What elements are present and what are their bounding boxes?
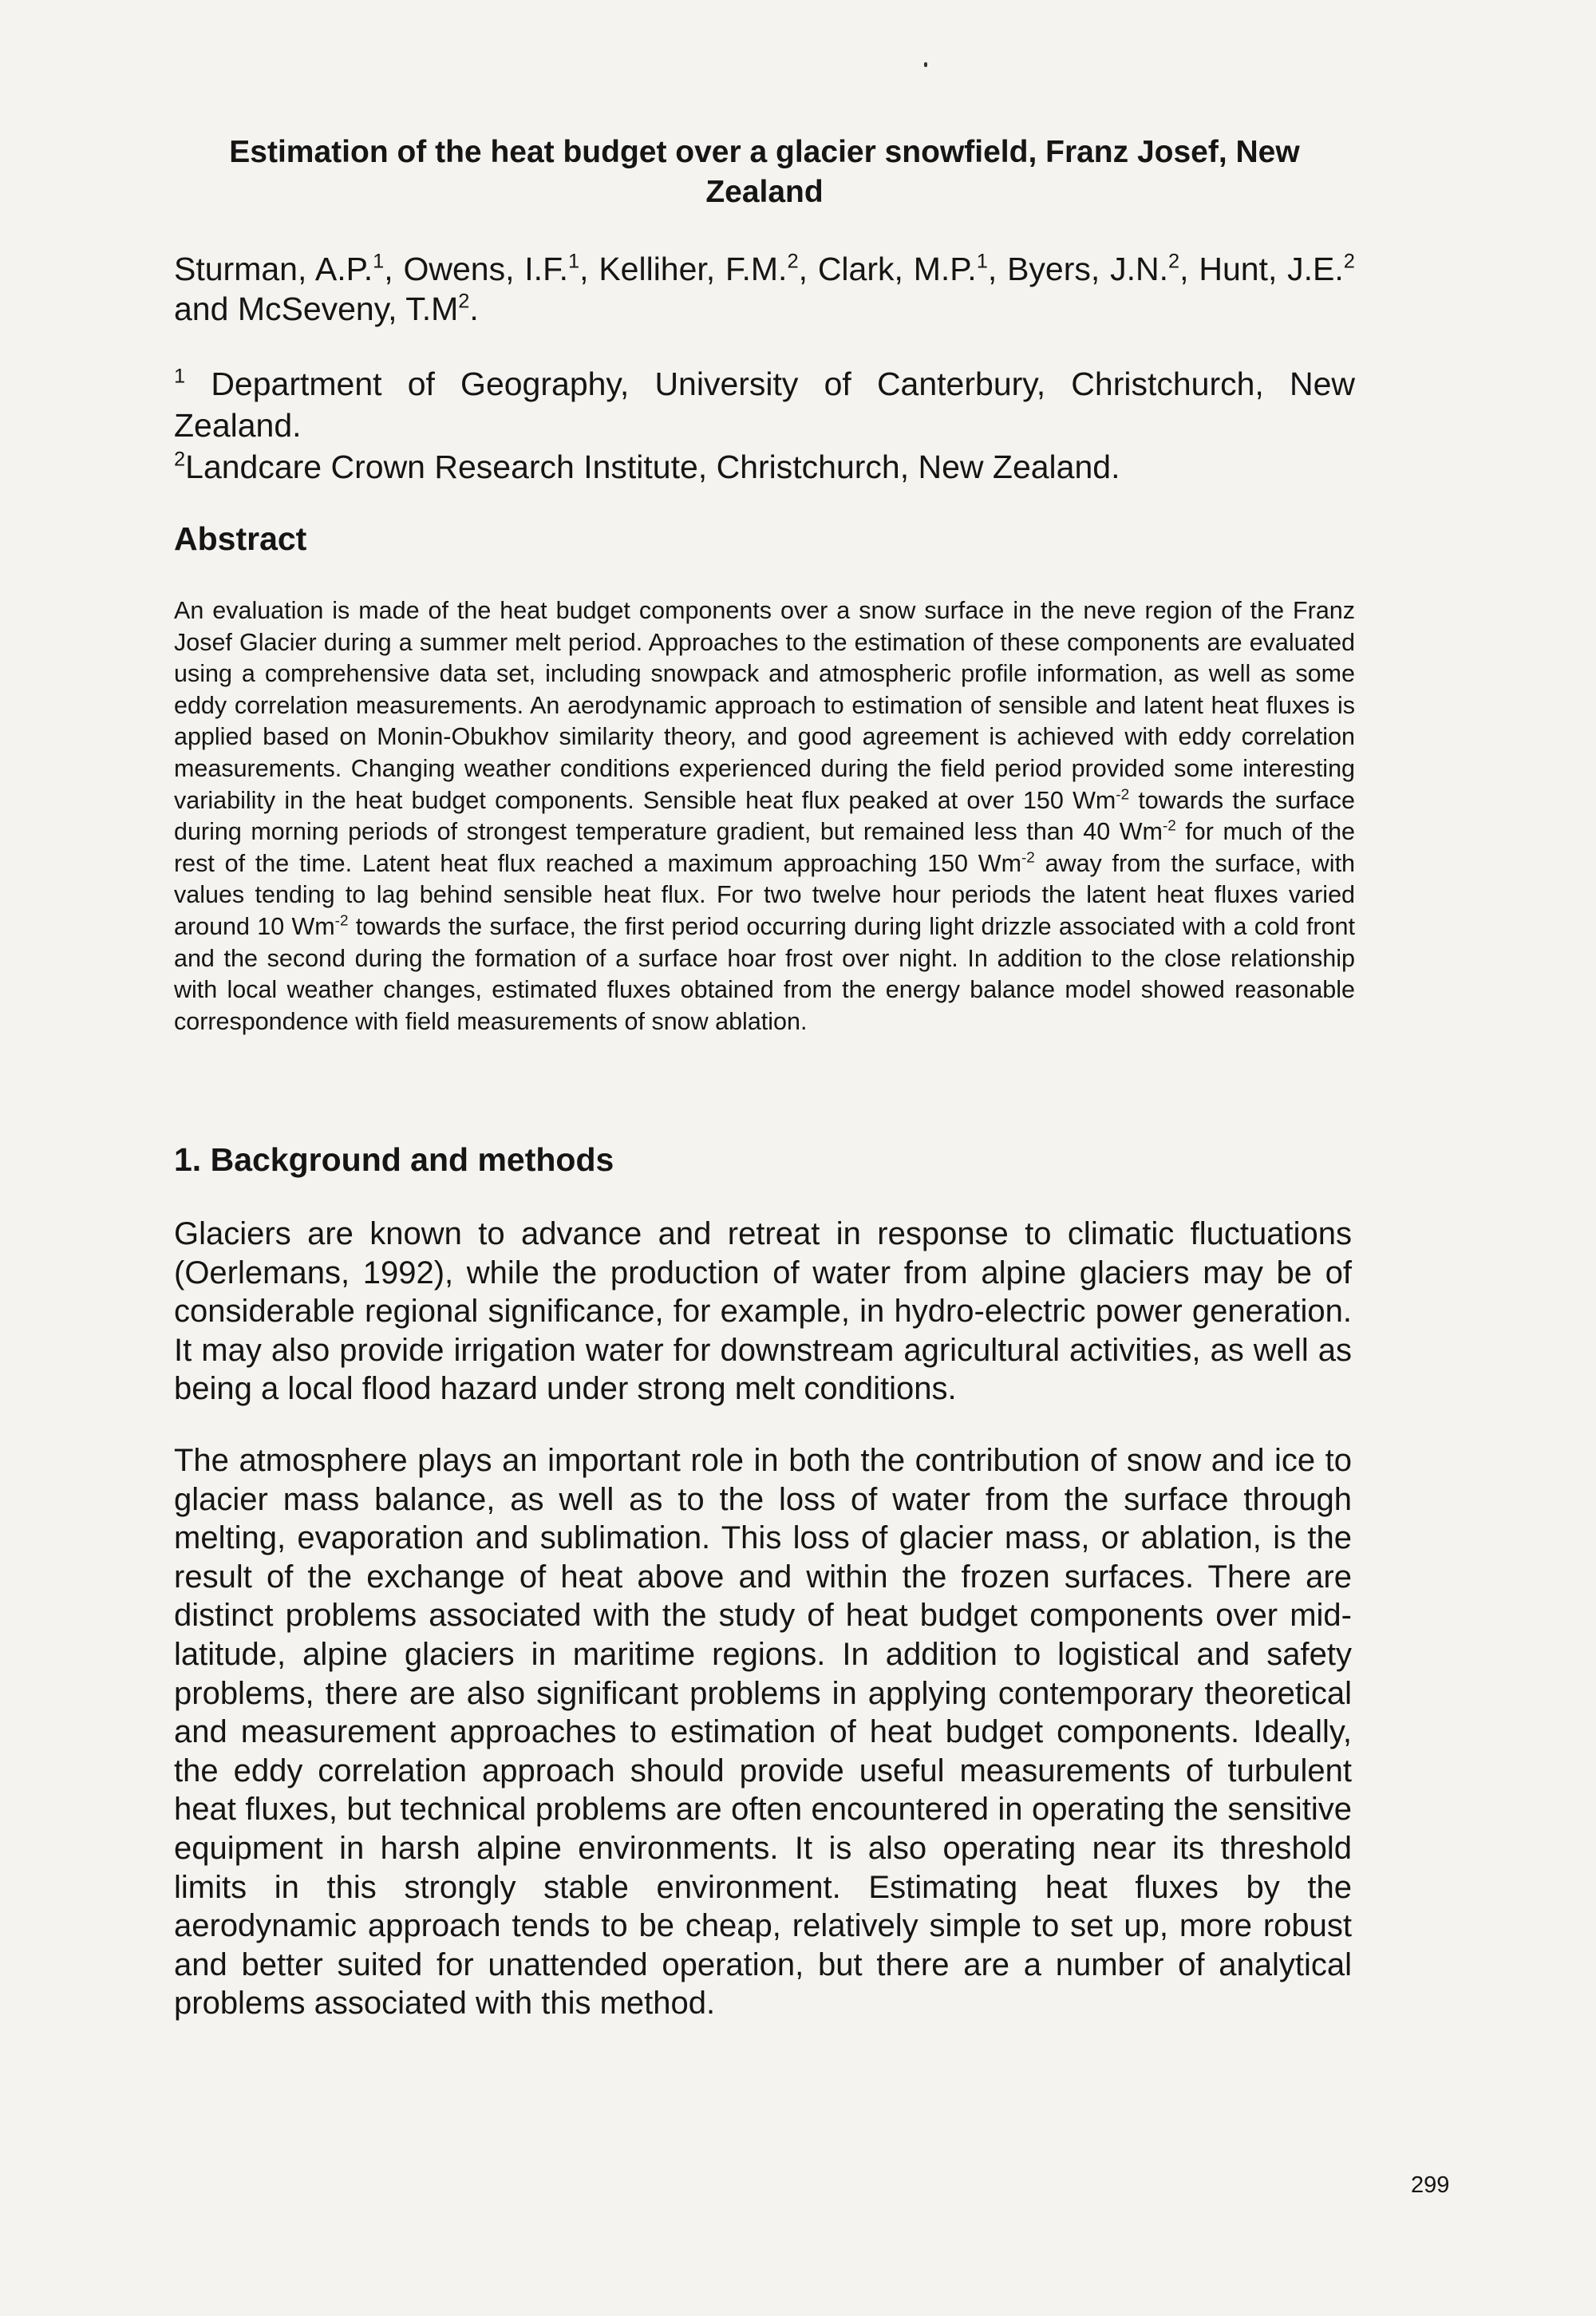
author: Kelliher, F.M.$^2$, — [598, 250, 818, 287]
abstract-heading: Abstract — [174, 520, 307, 557]
author-list — [174, 249, 1355, 329]
section-heading: 1. Background and methods — [174, 1141, 614, 1178]
author: Sturman, A.P.$^1$, — [174, 250, 404, 287]
author: Byers, J.N.$^2$, — [1007, 250, 1199, 287]
paper-title: Estimation of the heat budget over a glacier snowfield, Franz Josef, New Zealand — [229, 135, 1300, 209]
affiliation-list — [174, 363, 1355, 488]
author: McSeveny, $T.M^2$. — [237, 290, 479, 327]
author: Hunt, J.E.$^2$ and — [174, 250, 1355, 327]
author: Clark, M.P.$^1$, — [817, 250, 1008, 287]
affiliation: $^1$ Department of Geography, University of Canterbury, Christchurch, New Zealand. — [174, 365, 1355, 444]
body-paragraph: Glaciers are known to advance and retreat in response to climatic fluctuations (Oerlemans, 1992), while the production of water from alpine glaciers may be of considerable regional significance, for example, in hydro-electric power generation. It may also provide irrigation water for downstream agricultural activities, as well as being a local flood hazard under strong melt conditions. — [174, 1216, 1352, 1407]
body-paragraph: The atmosphere plays an important role in both the contribution of snow and ice to glacier mass balance, as well as to the loss of water from the surface through melting, evaporation and sublimation. This loss of glacier mass, or ablation, is the result of the exchange of heat above and within the frozen surfaces. There are distinct problems associated with the study of heat budget components over mid-latitude, alpine glaciers in maritime regions. In addition to logistical and safety problems, there are also significant problems in applying contemporary theoretical and measurement approaches to estimation of heat budget components. Ideally, the eddy correlation approach should provide useful measurements of turbulent heat fluxes, but technical problems are often encountered in operating the sensitive equipment in harsh alpine environments. It is also operating near its threshold limits in this strongly stable environment. Estimating heat fluxes by the aerodynamic approach tends to be cheap, relatively simple to set up, more robust and better suited for unattended operation, but there are a number of analytical problems associated with this method. — [174, 1443, 1352, 2022]
author: Owens, I.F.$^1$, — [403, 250, 599, 287]
page-number: 299 — [1411, 2172, 1450, 2198]
affiliation: $^2$Landcare Crown Research Institute, Christchurch, New Zealand. — [174, 448, 1120, 485]
abstract-body: An evaluation is made of the heat budget components over a snow surface in the neve region of the Franz Josef Glacier during a summer melt period. Approaches to the estimation of these components are evaluated using a comprehensive data set, including snowpack and atmospheric profile information, as well as some eddy correlation measurements. An aerodynamic approach to estimation of sensible and latent heat fluxes is applied based on Monin-Obukhov similarity theory, and good agreement is achieved with eddy correlation measurements. Changing weather conditions experienced during the field period provided some interesting variability in the heat budget components. Sensible heat flux peaked at over 150 $Wm^{-2}$ towards the surface during morning periods of strongest temperature gradient, but remained less than 40 $Wm^{-2}$ for much of the rest of the time. Latent heat flux reached a maximum approaching 150 $Wm^{-2}$ away from the surface, with values tending to lag behind sensible heat flux. For two twelve hour periods the latent heat fluxes varied around 10 $Wm^{-2}$ towards the surface, the first period occurring during light drizzle associated with a cold front and the second during the formation of a surface hoar frost over night. In addition to the close relationship with local weather changes, estimated fluxes obtained from the energy balance model showed reasonable correspondence with field measurements of snow ablation. — [174, 597, 1356, 1035]
scan-speck — [924, 62, 927, 67]
